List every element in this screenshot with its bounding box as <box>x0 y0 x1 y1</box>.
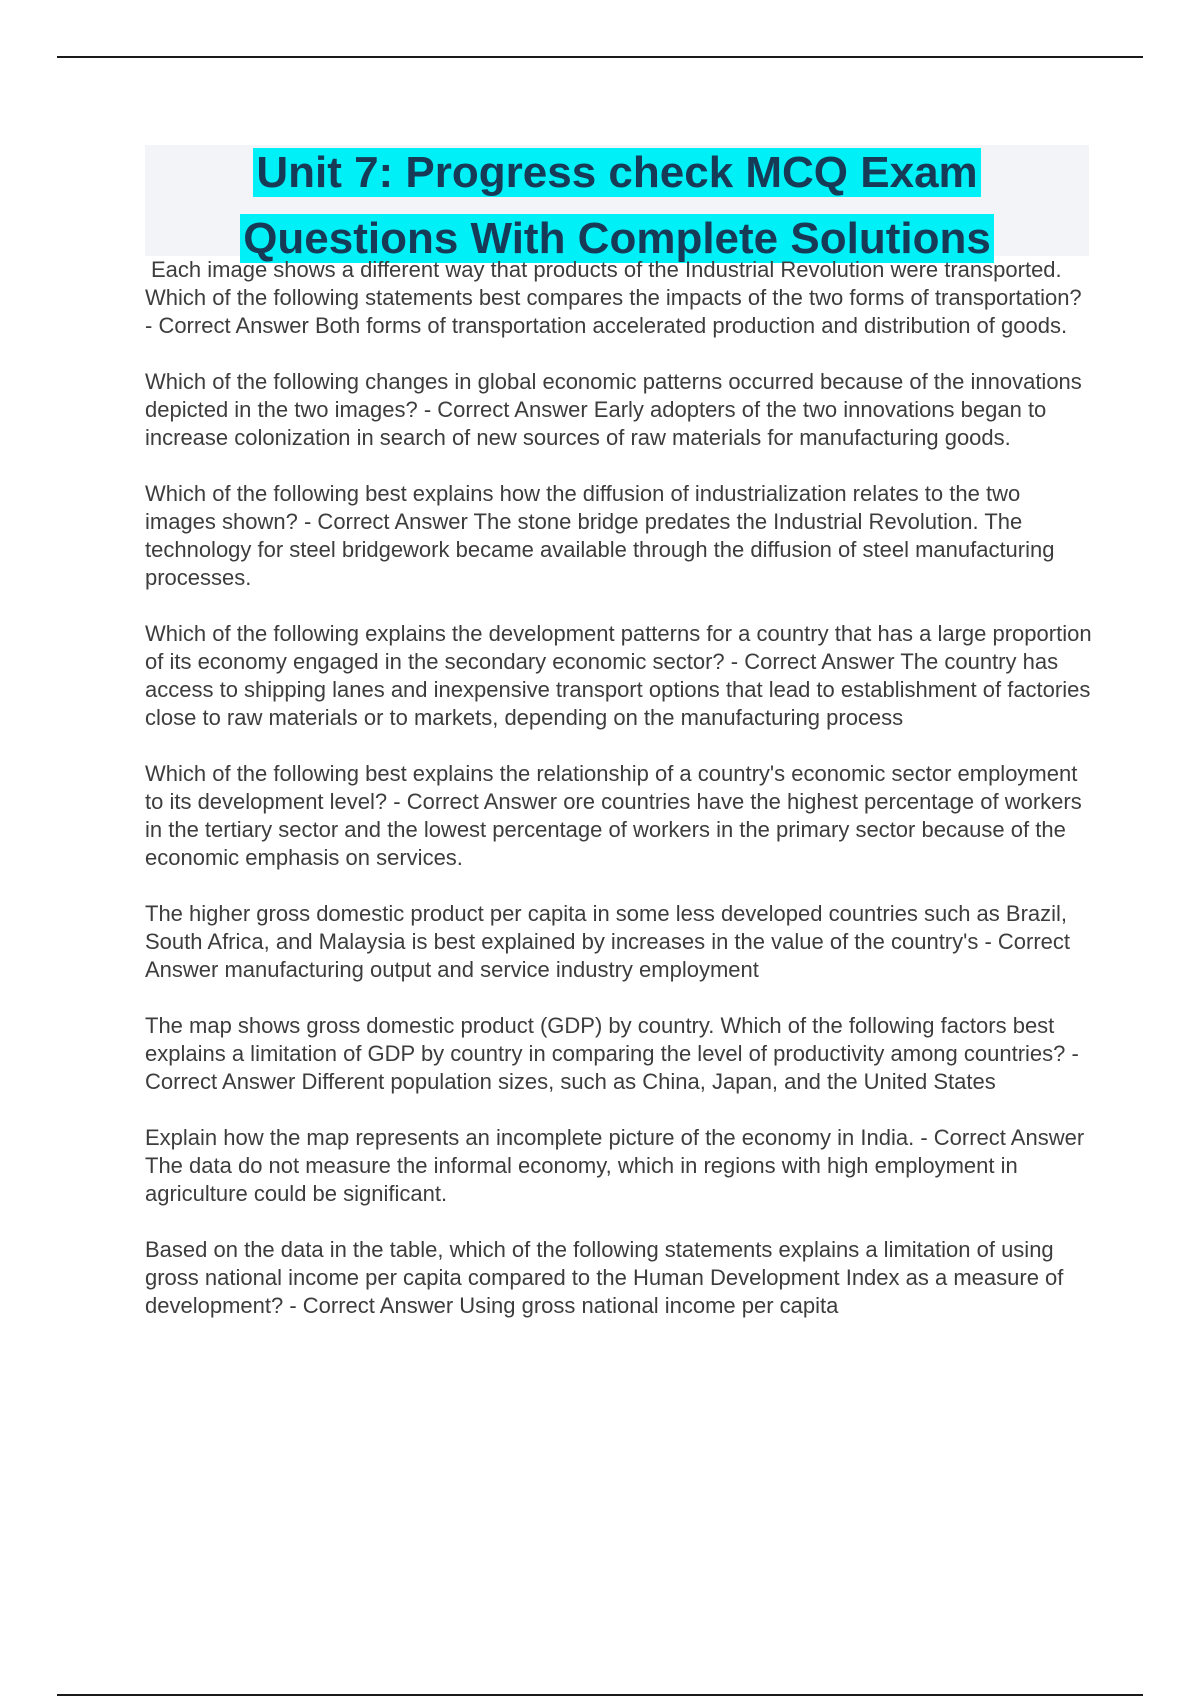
qa-item <box>145 900 1095 984</box>
title-line-2: Questions With Complete Solutions <box>240 214 994 263</box>
question-text: Based on the data in the table, which of the following statements explains a limitation of using gross national income per capita compared to the Human Development Index as a measure of development? <box>145 1237 1064 1318</box>
question-text: The higher gross domestic product per capita in some less developed countries such as Brazil, South Africa, and Malaysia is best explained by increases in the value of the country's <box>145 901 1068 954</box>
title-block <box>145 145 1089 263</box>
answer-label: - Correct Answer <box>914 1125 1085 1150</box>
title-line-1: Unit 7: Progress check MCQ Exam <box>253 148 980 197</box>
qa-item <box>145 368 1095 452</box>
qa-list <box>145 256 1095 1348</box>
qa-item <box>145 620 1095 732</box>
question-text: Which of the following changes in global economic patterns occurred because of the innovations depicted in the two images? <box>145 369 1082 422</box>
question-text: Which of the following best explains the relationship of a country's economic sector employment to its development level? <box>145 761 1078 814</box>
question-text: Which of the following explains the development patterns for a country that has a large proportion of its economy engaged in the secondary economic sector? <box>145 621 1092 674</box>
answer-text: The country has access to shipping lanes and inexpensive transport options that lead to establishment of factories close to raw materials or to markets, depending on the manufacturing process <box>145 649 1091 730</box>
answer-text: Both forms of transportation accelerated production and distribution of goods. <box>314 313 1068 338</box>
question-text: Each image shows a different way that products of the Industrial Revolution were transported. Which of the following statements best compares the impacts of the two forms of transportation? <box>145 257 1082 310</box>
answer-label: - Correct Answer <box>145 313 315 338</box>
qa-item <box>145 760 1095 872</box>
answer-text: manufacturing output and service industry employment <box>224 957 759 982</box>
answer-text: The data do not measure the informal economy, which in regions with high employment in agriculture could be significant. <box>145 1153 1018 1206</box>
answer-text: Early adopters of the two innovations began to increase colonization in search of new sources of raw materials for manufacturing goods. <box>145 397 1047 450</box>
answer-label: - Correct Answer <box>417 397 594 422</box>
top-rule <box>57 56 1143 58</box>
question-text: Which of the following best explains how the diffusion of industrialization relates to the two images shown? <box>145 481 1021 534</box>
qa-item <box>145 1012 1095 1096</box>
bottom-rule <box>57 1694 1143 1696</box>
answer-label: - Correct Answer <box>724 649 901 674</box>
question-text: The map shows gross domestic product (GDP) by country. Which of the following factors best explains a limitation of GDP by country in comparing the level of productivity among countries? <box>145 1013 1066 1066</box>
qa-item <box>145 1236 1095 1320</box>
qa-item <box>145 480 1095 592</box>
question-text: Explain how the map represents an incomplete picture of the economy in India. <box>145 1125 915 1150</box>
answer-text: The stone bridge predates the Industrial Revolution. The technology for steel bridgework became available through the diffusion of steel manufacturing processes. <box>145 509 1055 590</box>
answer-label: - Correct Answer <box>145 929 1071 982</box>
answer-label: - Correct Answer <box>297 509 474 534</box>
answer-text: Different population sizes, such as China, Japan, and the United States <box>301 1069 996 1094</box>
answer-text: ore countries have the highest percentage of workers in the tertiary sector and the lowest percentage of workers in the primary sector because of the economic emphasis on services. <box>145 789 1082 870</box>
qa-item <box>145 1124 1095 1208</box>
answer-text: Using gross national income per capita <box>459 1293 839 1318</box>
answer-label: - Correct Answer <box>283 1293 460 1318</box>
answer-label: - Correct Answer <box>145 1041 1079 1094</box>
qa-item <box>145 256 1095 340</box>
answer-label: - Correct Answer <box>387 789 564 814</box>
